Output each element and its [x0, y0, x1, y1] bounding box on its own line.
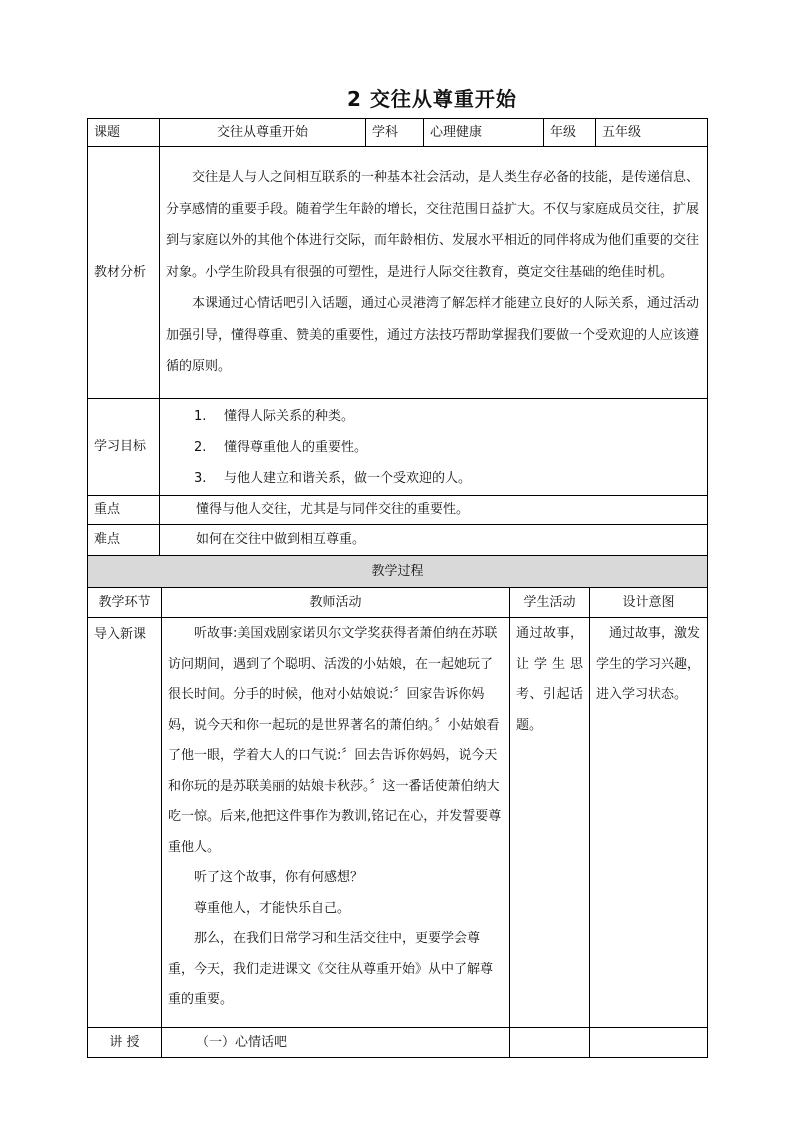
lecture-student [510, 1028, 590, 1058]
objectives-row [88, 399, 708, 496]
subject-label: 学科 [366, 119, 424, 147]
objective-item: 1. 懂得人际关系的种类。 [194, 408, 355, 424]
col-teacher: 教师活动 [162, 588, 510, 618]
lecture-stage: 讲 授 [88, 1028, 162, 1058]
topic-label: 课题 [88, 119, 160, 147]
page-title: 2 交往从尊重开始 [347, 87, 517, 111]
intro-row [88, 618, 708, 1028]
intro-student: 通过故事，让学生思考、引起话题。 [510, 618, 590, 1028]
lecture-row [88, 1028, 708, 1058]
subject-value: 心理健康 [424, 119, 544, 147]
question-para: 听了这个故事，你有何感想？ [194, 870, 364, 885]
topic-value: 交往从尊重开始 [160, 119, 366, 147]
objective-item: 3. 与他人建立和谐关系，做一个受欢迎的人。 [194, 470, 472, 486]
analysis-para-1: 交往是人与人之间相互联系的一种基本社会活动，是人类生存必备的技能，是传递信息、分享感情的重要手段。随着学生年龄的增长，交往范围日益扩大。不仅与家庭成员交往，扩展到与家庭以外的其他个体进行交际，而年龄相仿、发展水平相近的同伴将成为他们重要的交往对象。小学生阶段具有很强的可塑性，是进行人际交往教育，奠定交往基础的绝佳时机。 [166, 170, 700, 280]
answer-para: 尊重他人，才能快乐自己。 [194, 900, 351, 916]
lecture-teacher: （一）心情话吧 [162, 1028, 510, 1058]
intro-stage: 导入新课 [88, 618, 162, 1028]
objectives-list [160, 399, 708, 496]
analysis-label: 教材分析 [88, 147, 160, 399]
info-row [88, 119, 708, 147]
difficulty-row [88, 525, 708, 556]
column-header-row [88, 588, 708, 618]
key-point-row [88, 496, 708, 525]
lecture-intent [590, 1028, 708, 1058]
intro-intent: 通过故事，激发学生的学习兴趣，进入学习状态。 [590, 618, 708, 1028]
grade-value: 五年级 [596, 119, 708, 147]
key-point-text: 懂得与他人交往，尤其是与同伴交往的重要性。 [160, 496, 708, 525]
key-point-label: 重点 [88, 496, 160, 525]
analysis-content [160, 147, 708, 399]
grade-label: 年级 [544, 119, 596, 147]
teaching-process-table [87, 555, 708, 1058]
transition-para: 那么，在我们日常学习和生活交往中，更要学会尊重，今天，我们走进课文《交往从尊重开始》从中了解尊重的重要。 [168, 931, 494, 1007]
analysis-row [88, 147, 708, 399]
intro-teacher [162, 618, 510, 1028]
process-header-row [88, 556, 708, 588]
story-para: 听故事:美国戏剧家诺贝尔文学奖获得者萧伯纳在苏联访问期间，遇到了个聪明、活泼的小姑娘，在一起她玩了很长时间。分手的时候，他对小姑娘说:〞回家告诉你妈妈，说今天和你一起玩的是世界著名的萧伯纳。〞小姑娘看了他一眼，学着大人的口气说:〞回去告诉你妈妈，说今天和你玩的是苏联美丽的姑娘卡秋莎。〞这一番话使萧伯纳大吃一惊。后来,他把这件事作为教训,铭记在心，并发誓要尊重他人。 [168, 626, 502, 855]
objectives-label: 学习目标 [88, 399, 160, 496]
lesson-info-table [87, 118, 708, 556]
objective-item: 2. 懂得尊重他人的重要性。 [194, 439, 368, 455]
analysis-para-2: 本课通过心情话吧引入话题，通过心灵港湾了解怎样才能建立良好的人际关系，通过活动加强引导，懂得尊重、赞美的重要性，通过方法技巧帮助掌握我们要做一个受欢迎的人应该遵循的原则。 [166, 296, 700, 375]
difficulty-label: 难点 [88, 525, 160, 556]
col-intent: 设计意图 [590, 588, 708, 618]
col-student: 学生活动 [510, 588, 590, 618]
process-header: 教学过程 [88, 556, 708, 588]
difficulty-text: 如何在交往中做到相互尊重。 [160, 525, 708, 556]
col-stage: 教学环节 [88, 588, 162, 618]
